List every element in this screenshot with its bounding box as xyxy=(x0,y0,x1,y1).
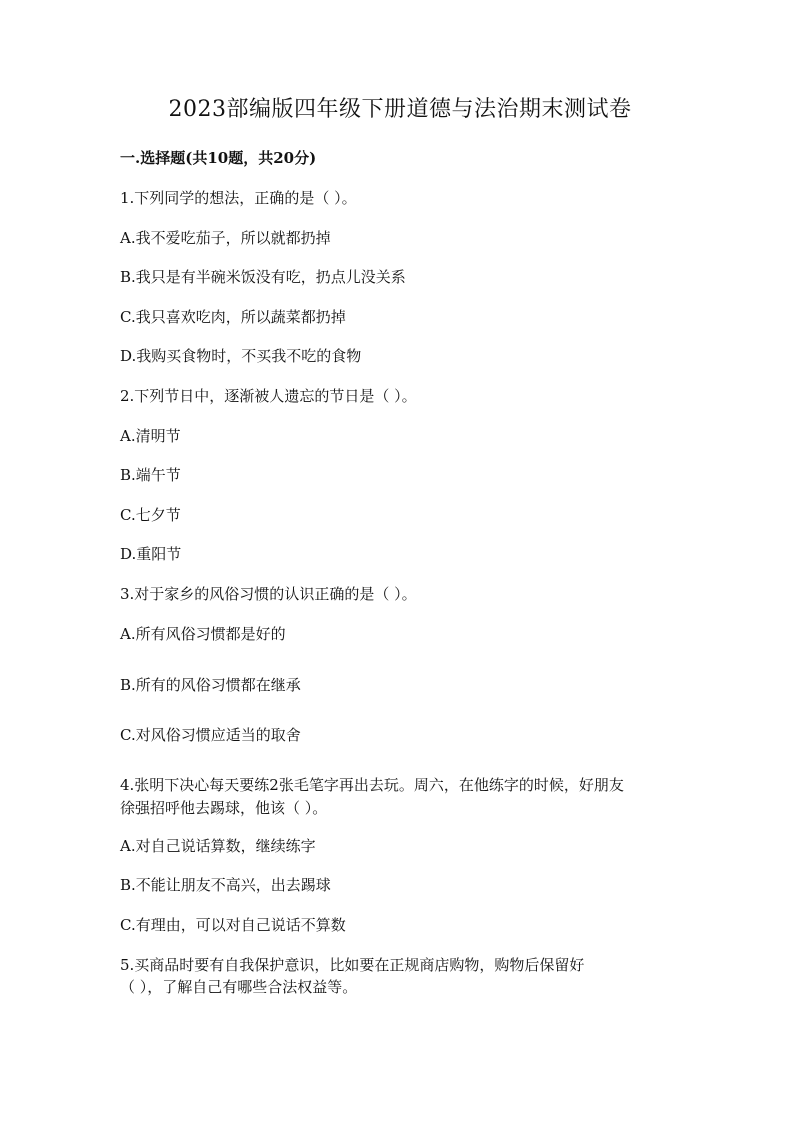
question-3-option-c: C.对风俗习惯应适当的取舍 xyxy=(120,726,301,744)
question-4-option-c: C.有理由，可以对自己说话不算数 xyxy=(120,916,346,934)
question-2-option-a: A.清明节 xyxy=(120,427,181,445)
question-5-stem-line-1: 5.买商品时要有自我保护意识，比如要在正规商店购物，购物后保留好 xyxy=(120,956,585,974)
question-1-stem: 1.下列同学的想法，正确的是（ ）。 xyxy=(120,189,357,207)
question-1-option-c: C.我只喜欢吃肉，所以蔬菜都扔掉 xyxy=(120,308,346,326)
question-1-option-a: A.我不爱吃茄子，所以就都扔掉 xyxy=(120,229,331,247)
question-3-option-a: A.所有风俗习惯都是好的 xyxy=(120,625,286,643)
section-heading: 一.选择题(共10题，共20分) xyxy=(120,149,317,167)
question-2-option-d: D.重阳节 xyxy=(120,545,182,563)
question-2-option-c: C.七夕节 xyxy=(120,506,181,524)
question-3-option-b: B.所有的风俗习惯都在继承 xyxy=(120,676,301,694)
question-4-stem-line-1: 4.张明下决心每天要练2张毛笔字再出去玩。周六，在他练字的时候，好朋友 xyxy=(120,776,624,794)
question-4-stem-line-2: 徐强招呼他去踢球，他该（ ）。 xyxy=(120,799,328,817)
exam-title: 2023部编版四年级下册道德与法治期末测试卷 xyxy=(168,97,632,122)
question-2-stem: 2.下列节日中，逐渐被人遗忘的节日是（ ）。 xyxy=(120,387,417,405)
question-4-option-b: B.不能让朋友不高兴，出去踢球 xyxy=(120,876,331,894)
question-2-option-b: B.端午节 xyxy=(120,466,181,484)
question-1-option-b: B.我只是有半碗米饭没有吃，扔点儿没关系 xyxy=(120,268,406,286)
question-1-option-d: D.我购买食物时，不买我不吃的食物 xyxy=(120,347,362,365)
question-3-stem: 3.对于家乡的风俗习惯的认识正确的是（ ）。 xyxy=(120,585,417,603)
question-5-stem-line-2: （ ），了解自己有哪些合法权益等。 xyxy=(120,978,358,996)
question-4-option-a: A.对自己说话算数，继续练字 xyxy=(120,837,316,855)
